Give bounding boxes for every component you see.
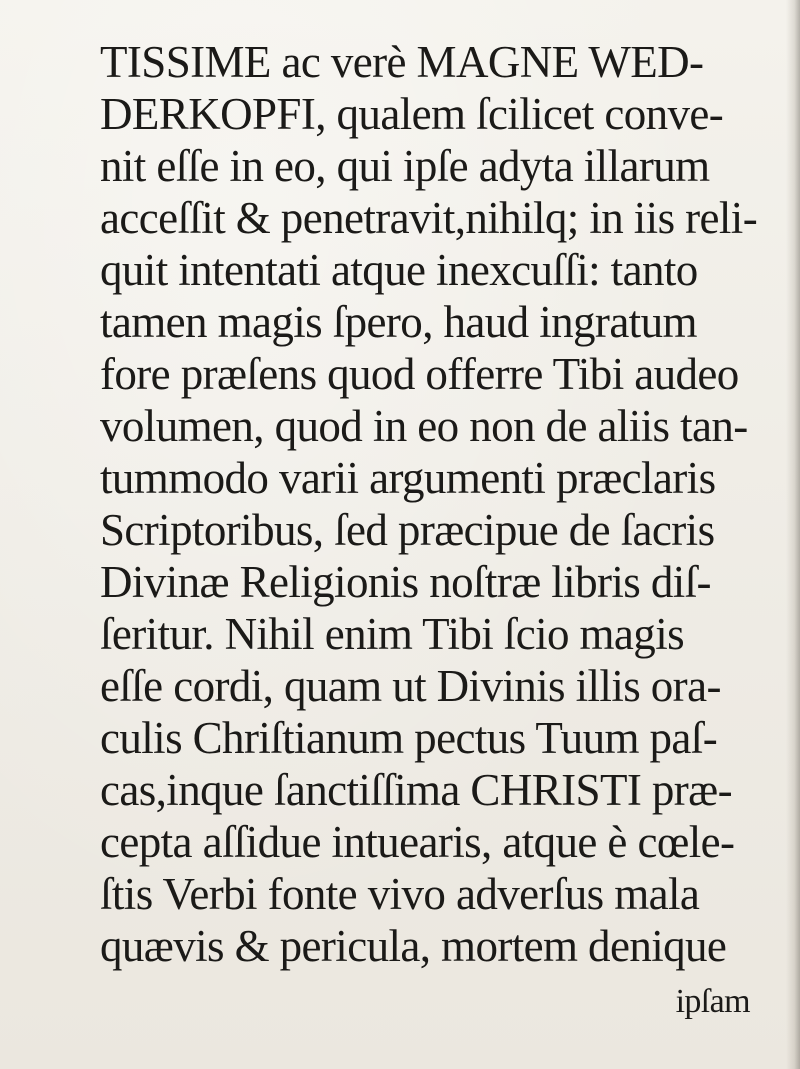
text-line: nit eſſe in eo, qui ipſe adyta illarum: [100, 141, 710, 191]
text-line: Divinæ Religionis noſtræ libris diſ-: [100, 557, 711, 607]
text-line: tamen magis ſpero, haud ingratum: [100, 297, 697, 347]
text-line: culis Chriſtianum pectus Tuum paſ-: [100, 713, 718, 763]
text-line: ſtis Verbi fonte vivo adverſus mala: [100, 869, 700, 919]
text-line: quit intentati atque inexcuſſi: tanto: [100, 245, 698, 295]
catchword: ipſam: [675, 983, 750, 1020]
text-line: TISSIME ac verè MAGNE WED-: [100, 37, 704, 87]
text-line: acceſſit & penetravit,nihilq; in iis reli-: [100, 193, 758, 243]
text-line: cas,inque ſanctiſſima CHRISTI præ-: [100, 765, 732, 815]
text-line: tummodo varii argumenti præclaris: [100, 453, 716, 503]
body-text: [100, 36, 790, 1028]
text-line: quævis & pericula, mortem denique: [100, 921, 727, 971]
text-line: volumen, quod in eo non de aliis tan-: [100, 401, 748, 451]
text-line: DERKOPFI, qualem ſcilicet conve-: [100, 89, 724, 139]
text-line: cepta aſſidue intuearis, atque è cœle-: [100, 817, 735, 867]
text-line: Scriptoribus, ſed præcipue de ſacris: [100, 505, 715, 555]
text-line: ſeritur. Nihil enim Tibi ſcio magis: [100, 609, 685, 659]
text-line: eſſe cordi, quam ut Divinis illis ora-: [100, 661, 721, 711]
text-line: fore præſens quod offerre Tibi audeo: [100, 349, 739, 399]
